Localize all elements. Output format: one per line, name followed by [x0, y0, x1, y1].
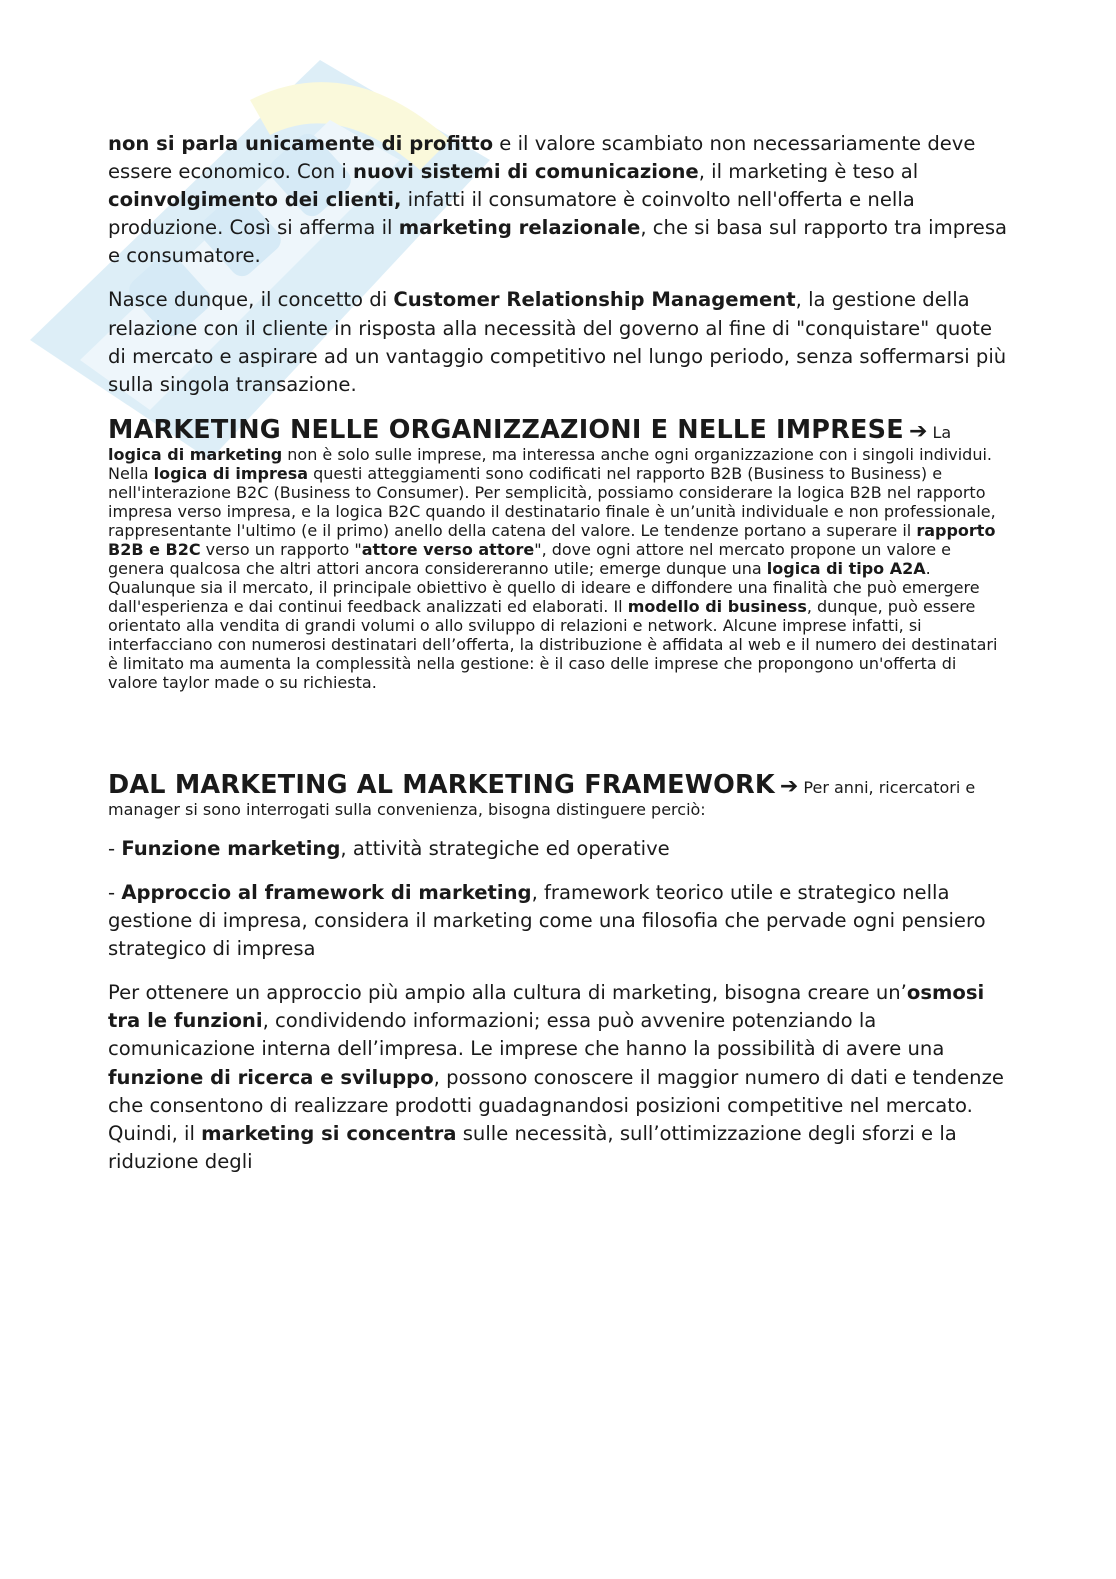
section-heading-framework: DAL MARKETING AL MARKETING FRAMEWORK [108, 769, 775, 800]
bold-text-run: Customer Relationship Management [393, 288, 796, 312]
text-run: non è solo sulle imprese, ma interessa anche ogni organizzazione con i singoli individui. Nella [108, 444, 992, 483]
text-run: , condividendo informazioni; essa può avvenire potenziando la comunicazione interna dell’impresa. Le imprese che hanno la possibilità di avere una [108, 1009, 945, 1061]
text-run: - [108, 880, 122, 904]
bold-text-run: funzione di ricerca e sviluppo [108, 1065, 434, 1089]
text-run: questi atteggiamenti sono codificati nel rapporto B2B (Business to Business) e nell'interazione B2C (Business to Consumer). Per semplicità, possiamo considerare la logica B2B nel rapporto impresa verso impresa, e la logica B2C quando il destinatario finale è un’unità individuale e non professionale, rappresentante l'ultimo (e il primo) anello della catena del valore. Le tendenze portano a superare il [108, 463, 996, 540]
bold-text-run: logica di impresa [153, 463, 309, 483]
text-run: , dunque, può essere orientato alla vendita di grandi volumi o allo sviluppo di relazioni e network. Alcune imprese infatti, si interfacciano con numerosi destinatari dell’offerta, la distribuzione è affidata al web e il numero dei destinatari è limitato ma aumenta la complessità nella gestione: è il caso delle imprese che propongono un'offerta di valore taylor made o su richiesta. [108, 596, 998, 692]
text-run: La [927, 422, 952, 442]
text-run: e il valore scambiato non necessariamente deve essere economico. Con i [108, 132, 976, 184]
bold-text-run: coinvolgimento dei clienti, [108, 188, 402, 212]
list-item-approccio-framework [108, 879, 1008, 963]
text-run: Per anni, ricercatori e manager si sono interrogati sulla convenienza, bisogna distinguere perciò: [108, 777, 976, 819]
paragraph-crm [108, 286, 1008, 398]
bold-text-run: nuovi sistemi di comunicazione [353, 160, 699, 184]
bold-text-run: modello di business [627, 596, 807, 616]
text-run: Per ottenere un approccio più ampio alla cultura di marketing, bisogna creare un’ [108, 981, 907, 1005]
bold-text-run: marketing relazionale [398, 216, 641, 240]
bold-text-run: logica di marketing [108, 444, 283, 464]
text-run: , attività strategiche ed operative [340, 836, 670, 860]
bold-text-run: osmosi tra le funzioni [108, 981, 985, 1033]
text-run: , la gestione della relazione con il cliente in risposta alla necessità del governo al fine di "conquistare" quote di mercato e aspirare ad un vantaggio competitivo nel lungo periodo, senza soffermarsi più sulla singola transazione. [108, 288, 1007, 396]
bold-text-run: Funzione marketing [121, 836, 341, 860]
paragraph-osmosi [108, 979, 1008, 1176]
text-run: infatti il consumatore è coinvolto nell'offerta e nella produzione. Così si afferma il [108, 188, 915, 240]
text-run: . Qualunque sia il mercato, il principale obiettivo è quello di ideare e diffondere una finalità che può emergere dall'esperienza e dai continui feedback analizzati ed elaborati. Il [108, 558, 980, 616]
text-run: - [108, 836, 122, 860]
section-body-organizations [108, 423, 997, 692]
bold-text-run: logica di tipo A2A [766, 558, 926, 578]
bold-text-run: attore verso attore [361, 539, 535, 559]
text-run: , possono conoscere il maggior numero di dati e tendenze che consentono di realizzare prodotti guadagnandosi posizioni competitive nel mercato. Quindi, il [108, 1065, 1004, 1145]
text-run: ", dove ogni attore nel mercato propone un valore e genera qualcosa che altri attori ancora considereranno utile; emerge dunque una [108, 539, 951, 578]
bold-text-run: non si parla unicamente di profitto [108, 132, 494, 155]
text-run: sulle necessità, sull’ottimizzazione degli sforzi e la riduzione degli [108, 1121, 957, 1173]
arrow-icon: ➔ [779, 773, 799, 799]
text-run: Nasce dunque, il concetto di [108, 288, 394, 312]
section-heading-organizations: MARKETING NELLE ORGANIZZAZIONI E NELLE IMPRESE [108, 414, 904, 445]
text-run: , che si basa sul rapporto tra impresa e consumatore. [108, 216, 1008, 268]
bold-text-run: rapporto B2B e B2C [108, 520, 996, 559]
text-run: verso un rapporto " [200, 539, 362, 559]
paragraph-relational-marketing [108, 130, 1008, 270]
document-page [108, 130, 1008, 1192]
text-run: , framework teorico utile e strategico nella gestione di impresa, considera il marketing come una filosofia che pervade ogni pensiero strategico di impresa [108, 880, 986, 961]
section-spacer [108, 708, 1008, 754]
text-run: , il marketing è teso al [698, 160, 919, 184]
arrow-icon: ➔ [908, 418, 928, 444]
list-item-funzione-marketing [108, 835, 1008, 863]
bold-text-run: marketing si concentra [201, 1121, 457, 1145]
bold-text-run: Approccio al framework di marketing [121, 880, 532, 904]
